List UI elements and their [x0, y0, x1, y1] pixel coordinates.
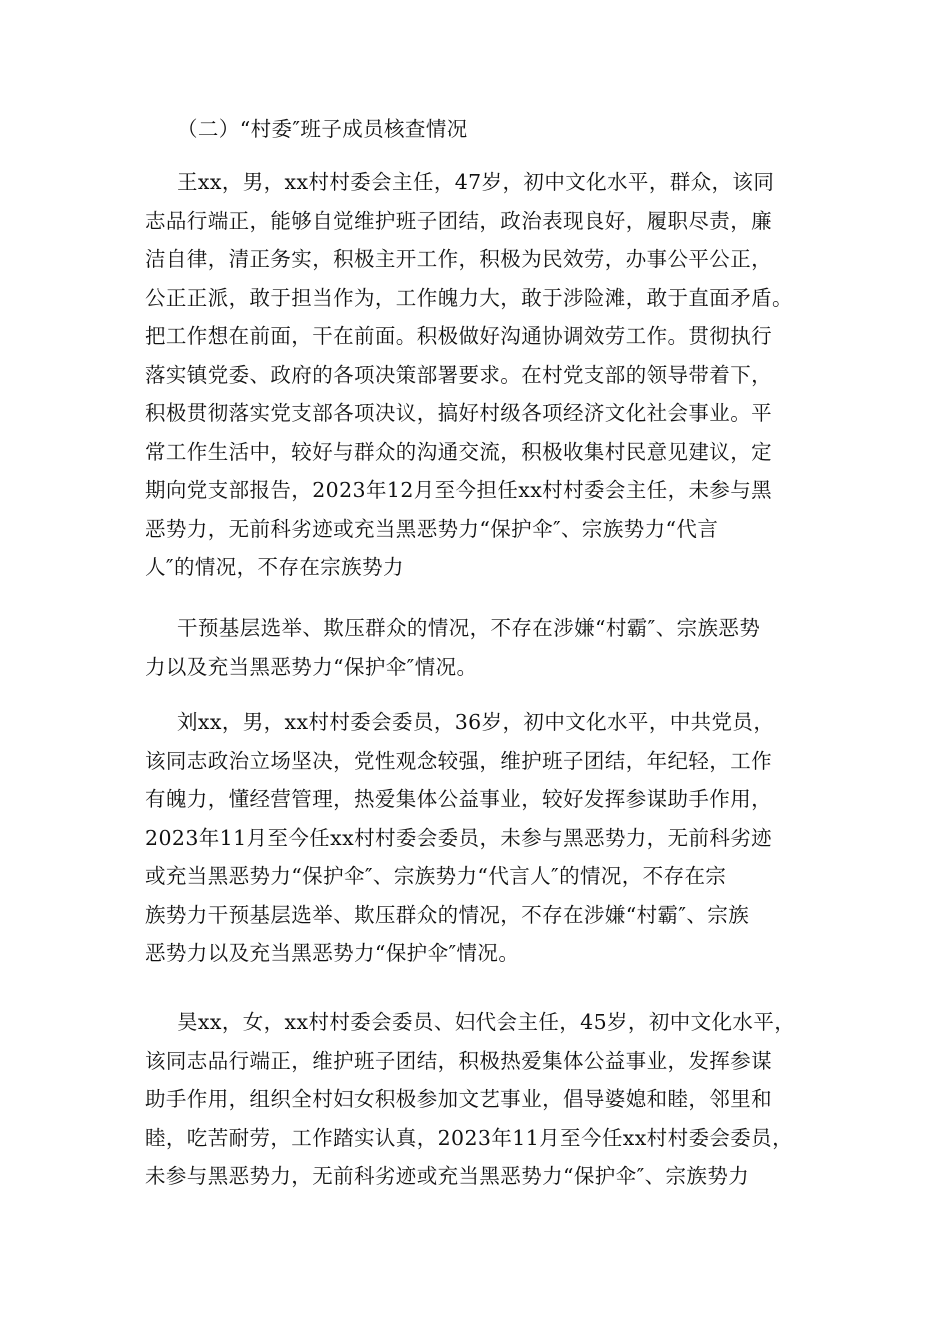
paragraph-liu [145, 703, 805, 973]
paragraph-line: 该同志品行端正，维护班子团结，积极热爱集体公益事业，发挥参谋 [145, 1048, 772, 1073]
paragraph-line: 睦，吃苦耐劳，工作踏实认真，2023年11月至今任xx村村委会委员， [145, 1125, 793, 1150]
paragraph-line: 人″的情况，不存在宗族势力 [145, 555, 404, 579]
paragraph-line: 洁自律，清正务实，积极主开工作，积极为民效劳，办事公平公正， [145, 247, 772, 271]
paragraph-line: 有魄力，懂经营管理，热爱集体公益事业，较好发挥参谋助手作用， [145, 787, 772, 811]
paragraph-line: 恶势力以及充当黑恶势力“保护伞″情况。 [145, 941, 520, 965]
paragraph-line: 公正正派，敢于担当作为，工作魄力大，敢于涉险滩，敢于直面矛盾。 [145, 285, 793, 310]
paragraph-line: 积极贯彻落实党支部各项决议，搞好村级各项经济文化社会事业。平 [145, 401, 772, 425]
section-heading [145, 110, 805, 149]
paragraph-line: 2023年11月至今任xx村村委会委员，未参与黑恶势力，无前科劣迹 [145, 825, 773, 850]
paragraph-line: 期向党支部报告，2023年12月至今担任xx村村委会主任，未参与黑 [145, 478, 773, 502]
paragraph-line: 未参与黑恶势力，无前科劣迹或充当黑恶势力“保护伞″、宗族势力 [145, 1164, 750, 1188]
paragraph-wu [145, 1003, 805, 1196]
paragraph-line: 族势力干预基层选举、欺压群众的情况，不存在涉嫌“村霸″、宗族 [145, 902, 750, 927]
paragraph-line: 该同志政治立场坚决，党性观念较强，维护班子团结，年纪轻，工作 [145, 748, 772, 773]
paragraph-interference [145, 609, 805, 686]
paragraph-line: 志品行端正，能够自觉维护班子团结，政治表现良好，履职尽责，廉 [145, 208, 772, 233]
paragraph-line: 落实镇党委、政府的各项决策部署要求。在村党支部的领导带着下， [145, 362, 772, 387]
paragraph-wang [145, 163, 805, 587]
paragraph-line: 常工作生活中，较好与群众的沟通交流，积极收集村民意见建议，定 [145, 439, 772, 464]
paragraph-line: 力以及充当黑恶势力“保护伞″情况。 [145, 654, 478, 679]
paragraph-line: 昊xx，女，xx村村委会委员、妇代会主任，45岁，初中文化水平， [177, 1010, 796, 1034]
paragraph-line: 把工作想在前面，干在前面。积极做好沟通协调效劳工作。贯彻执行 [145, 324, 772, 348]
paragraph-line: 助手作用，组织全村妇女积极参加文艺事业，倡导婆媳和睦，邻里和 [145, 1087, 772, 1111]
paragraph-line: 恶势力，无前科劣迹或充当黑恶势力“保护伞″、宗族势力“代言 [145, 516, 719, 541]
paragraph-line: 干预基层选举、欺压群众的情况，不存在涉嫌“村霸″、宗族恶势 [177, 616, 761, 640]
paragraph-line: 刘xx，男，xx村村委会委员，36岁，初中文化水平，中共党员， [177, 710, 775, 734]
paragraph-line: 或充当黑恶势力“保护伞″、宗族势力“代言人″的情况，不存在宗 [145, 864, 727, 888]
paragraph-line: 王xx，男，xx村村委会主任，47岁，初中文化水平，群众，该同 [177, 170, 775, 194]
heading-text: （二）“村委″班子成员核查情况 [177, 117, 468, 141]
